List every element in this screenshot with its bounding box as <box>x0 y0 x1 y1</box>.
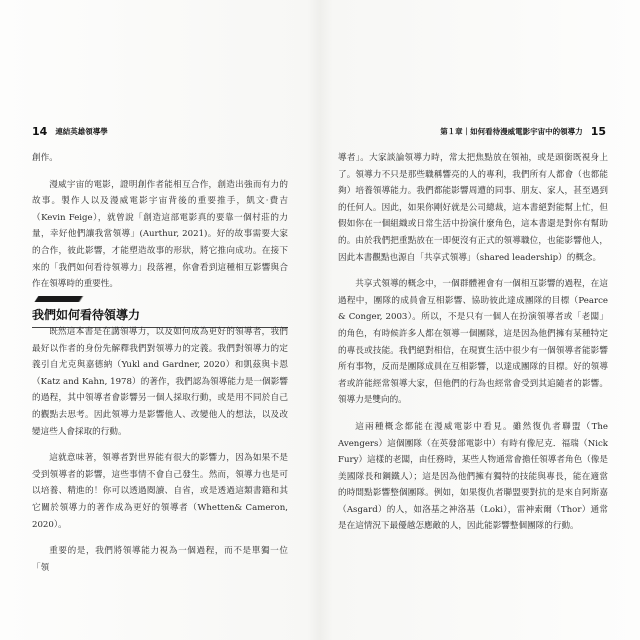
section-title: 我們如何看待領導力 <box>32 308 141 322</box>
right-paragraph: 導者」。大家談論領導力時，常太把焦點放在領袖，或是頭銜既視身上了。領導力不只是那些職稱響亮的人的專利，我們所有人都會（也都能夠）培養領導能力。我們都能影響周遭的同事、朋友、家人，甚至遇到的任何人。因此，如果你剛好就是公司總裁，這本書絕對能幫上忙，但假如你在一個組織或日常生活中扮演什麼角色，這本書還是對你有幫助的。由於我們把重點放在一即便沒有正式的領導職位，也能影響他人，因此本書觀點也源自「共享式領導」（shared leadership）的概念。 <box>338 153 608 263</box>
right-page-header <box>440 124 606 138</box>
left-page-number: 14 <box>32 124 48 138</box>
right-page-number: 15 <box>590 124 606 138</box>
left-page-body <box>32 150 288 303</box>
section-body <box>32 324 288 586</box>
right-paragraph: 這兩種概念都能在漫威電影中看見。雖然復仇者聯盟（The Avengers）這個團隊（在英發部電影中）有時有像尼克．福瑞（Nick Fury）這樣的老闆，由任務時，某些人物通常會擔任領導者角色（像是美國隊長和鋼鐵人）；這是因為他們擁有獨特的技能與專長，能在適當的時間點影響整個團隊。例如，如果復仇者聯盟要對抗的是來自阿斯嘉（Asgard）的人，如洛基之神洛基（Loki），雷神索爾（Thor）通常是在這情況下最優越怎應敵的人，因此能影響整個團隊的行動。 <box>338 421 608 532</box>
section-paragraph: 重要的是，我們將領導能力視為一個過程，而不是單獨一位「領 <box>32 546 288 573</box>
right-running-header: 第１章｜如何看待漫威電影宇宙中的領導力 <box>440 126 583 136</box>
section-paragraph: 這就意味著，領導者對世界能有很大的影響力，因為如果不是受到領導者的影響，這些事情不會自己發生。然而，領導力也是可以培養、精進的！你可以透過閱讀、自省，或是透過這類書籍和其它關於領導力的著作成為更好的領導者（Whetten& Cameron, 2020）。 <box>32 453 288 530</box>
left-paragraph: 漫威宇宙的電影，證明創作者能相互合作，創造出強而有力的故事。製作人以及漫威電影宇宙背後的重要推手，凱文·費吉（Kevin Feige），就曾說「創造這部電影真的要靠一個村莊的力量，幸好他們讓我當領導」(Aurthur, 2021)。好的故事需要大家的合作，彼此影響，才能塑造故事的形狀，將它推向成功。在接下來的「我們如何看待領導力」段落裡，你會看到這種相互影響與合作在領導時的重要性。 <box>32 179 288 290</box>
brush-stroke-decoration <box>31 296 88 302</box>
left-paragraph: 創作。 <box>32 153 58 163</box>
right-page-body <box>338 150 608 545</box>
left-page-header <box>32 124 108 138</box>
left-running-header: 連結英雄領導學 <box>55 126 108 136</box>
section-paragraph: 既然這本書是在講領導力，以及如何成為更好的領導者，我們最好以作者的身份先解釋我們對領導力的定義。我們對領導力的定義引自尤克與嘉德納（Yukl and Gardner, 2020）和凱茲與卡恩（Katz and Kahn, 1978）的著作，我們認為領導能力是一個影響的過程，其中領導者會影響另一個人採取行動，或是用不同於自己的觀點去思考。因此領導力是影響他人、改變他人的想法，以及改變這些人會採取的行動。 <box>32 327 288 437</box>
right-paragraph: 共享式領導的概念中，一個群體裡會有一個相互影響的過程，在這過程中，團隊的成員會互相影響、協助彼此達成團隊的目標（Pearce & Conger, 2003）。所以，不是只有一個人在扮演領導者或「老闆」的角色，有時候許多人都在領導一個團隊，這是因為他們擁有某種特定的專長或技能。我們絕對相信，在現實生活中很少有一個領導者能影響所有事物，反而是團隊成員在互相影響，以達成團隊的目標。好的領導者或許能經常領導大家，但他們的行為也經常會受到其追隨者的影響。領導力是雙向的。 <box>338 279 608 406</box>
